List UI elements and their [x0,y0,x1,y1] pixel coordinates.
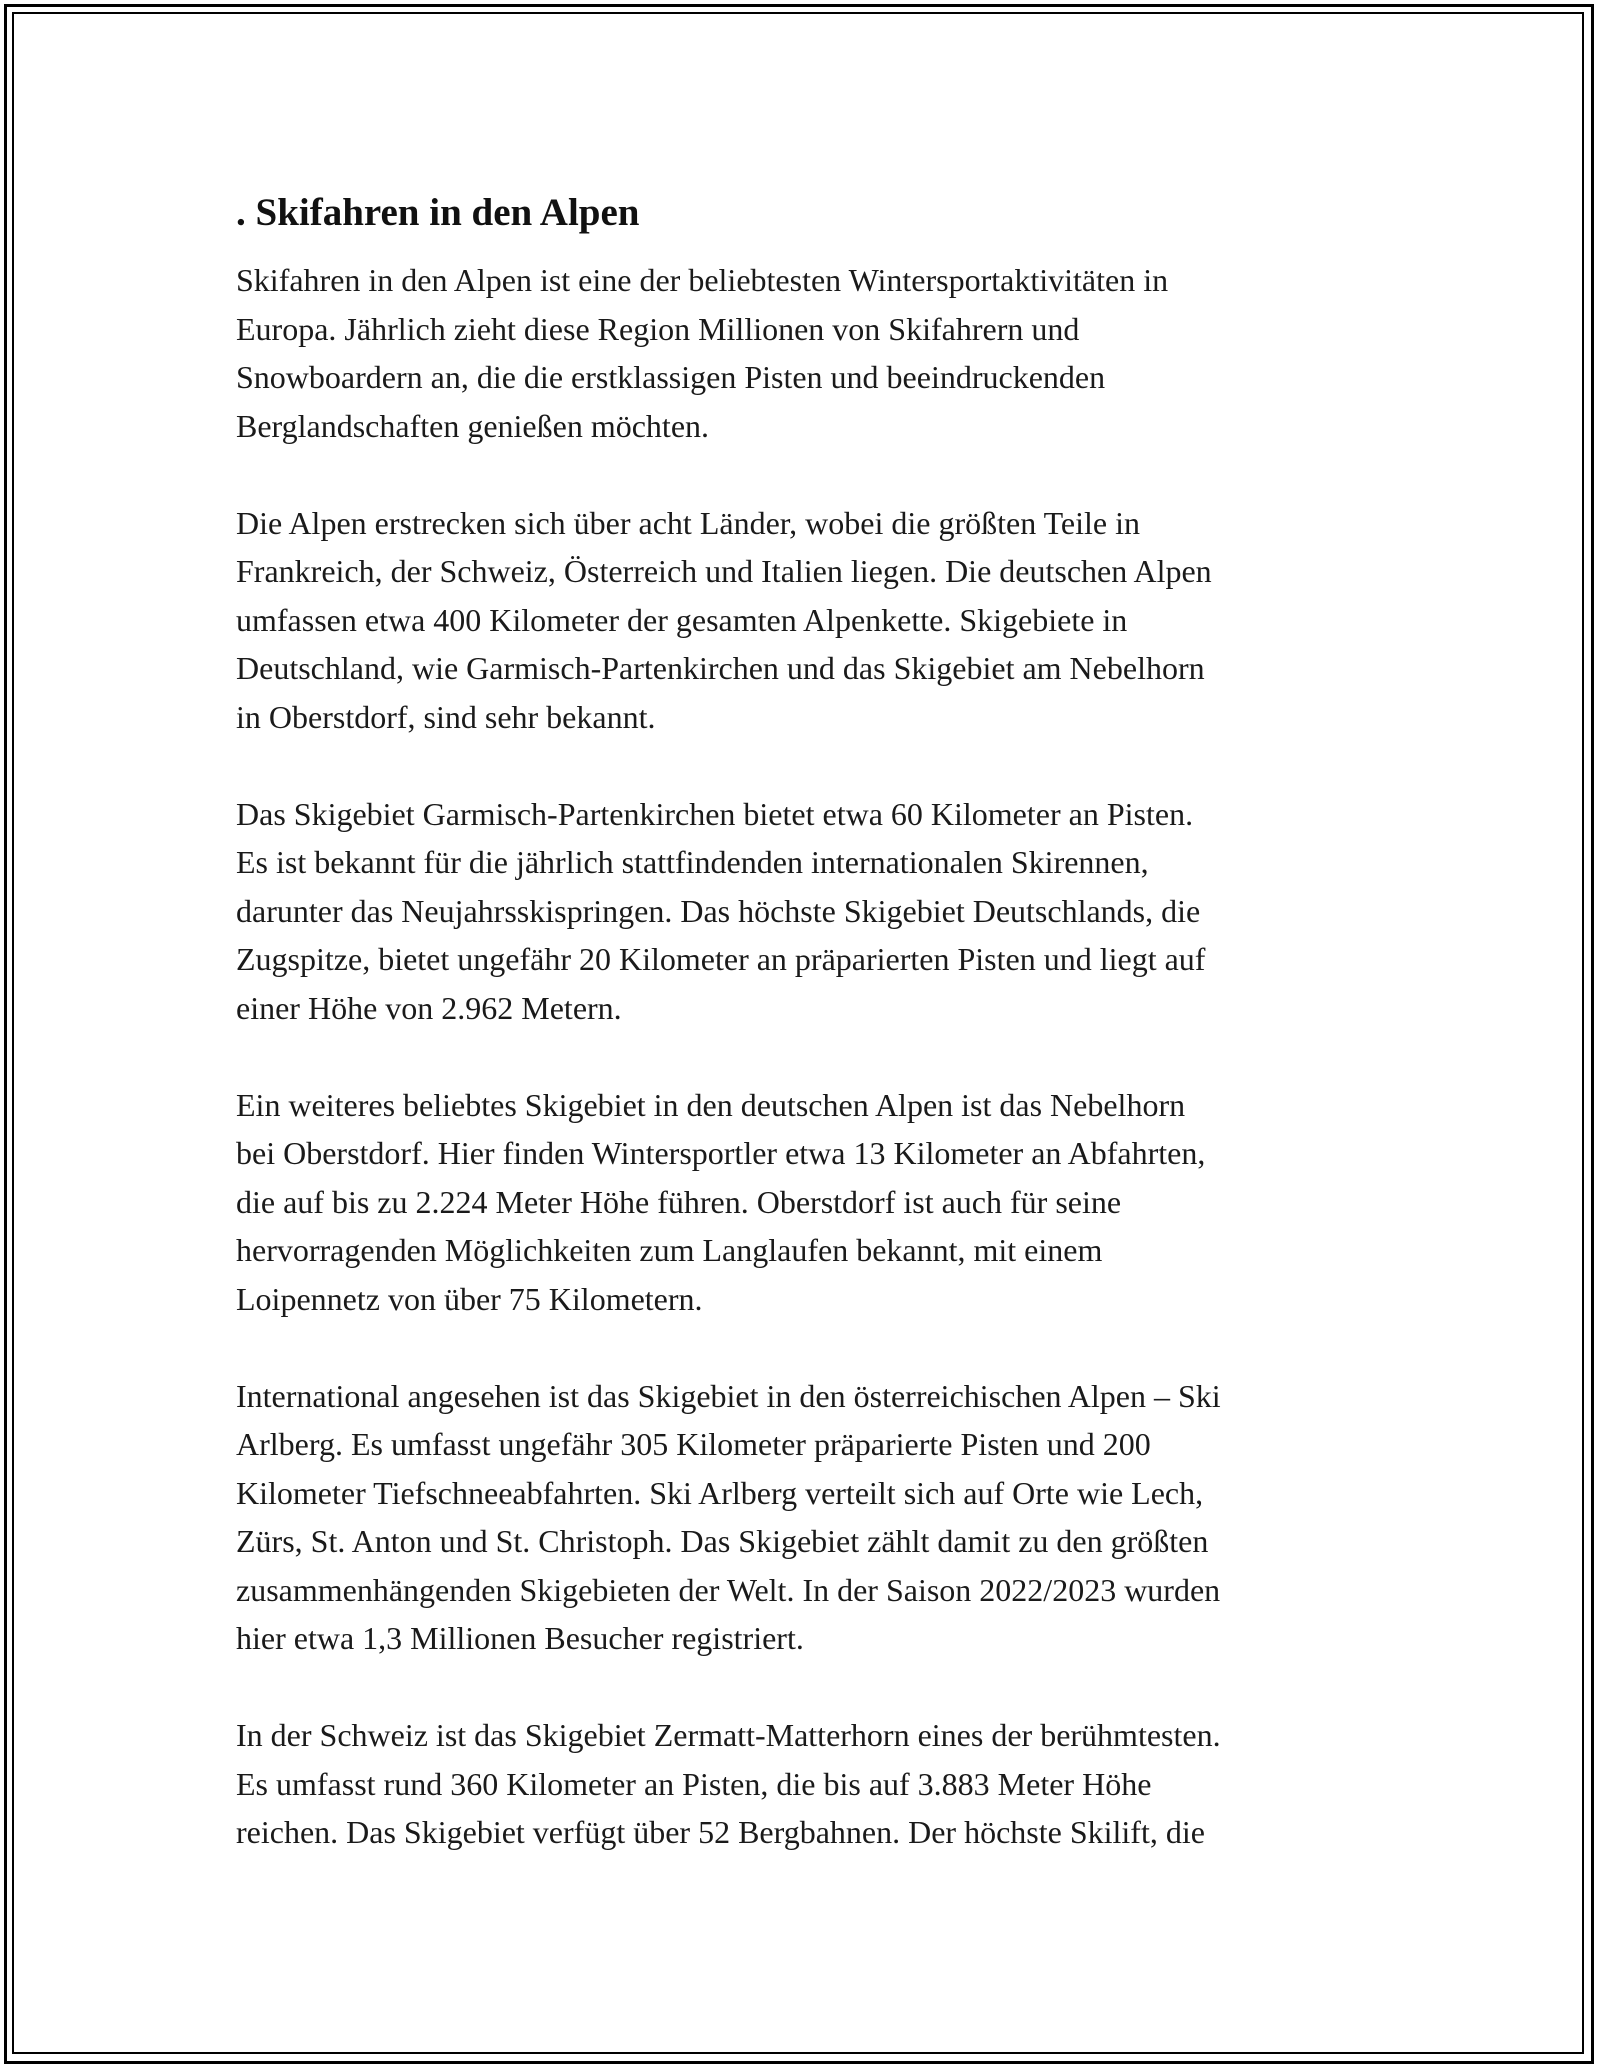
text-line: hervorragenden Möglichkeiten zum Langlaufen bekannt, mit einem [236,1232,1103,1268]
text-line: Deutschland, wie Garmisch-Partenkirchen und das Skigebiet am Nebelhorn [236,650,1205,686]
text-line: Das Skigebiet Garmisch-Partenkirchen bietet etwa 60 Kilometer an Pisten. [236,795,1194,832]
text-line: in Oberstdorf, sind sehr bekannt. [236,698,656,735]
text-line: Zürs, St. Anton und St. Christoph. Das Skigebiet zählt damit zu den größten [236,1523,1209,1559]
text-line: einer Höhe von 2.962 Metern. [236,989,622,1026]
text-line: Loipennetz von über 75 Kilometern. [236,1280,703,1317]
text-line: Ein weiteres beliebtes Skigebiet in den deutschen Alpen ist das Nebelhorn [236,1086,1186,1123]
text-line: Europa. Jährlich zieht diese Region Millionen von Skifahrern und [236,310,1080,347]
text-line: die auf bis zu 2.224 Meter Höhe führen. Oberstdorf ist auch für seine [236,1183,1122,1220]
text-line: umfassen etwa 400 Kilometer der gesamten Alpenkette. Skigebiete in [236,601,1128,638]
text-line: Frankreich, der Schweiz, Österreich und Italien liegen. Die deutschen Alpen [236,553,1212,589]
text-line: Zugspitze, bietet ungefähr 20 Kilometer an präparierten Pisten und liegt auf [236,941,1206,977]
text-line: Kilometer Tiefschneeabfahrten. Ski Arlberg verteilt sich auf Orte wie Lech, [236,1474,1204,1511]
text-line: In der Schweiz ist das Skigebiet Zermatt-Matterhorn eines der berühmtesten. [236,1717,1221,1753]
paragraph-5 [236,1372,1386,1663]
paragraph-6 [236,1711,1386,1857]
text-line: International angesehen ist das Skigebiet in den österreichischen Alpen – Ski [236,1377,1221,1414]
document-title: . Skifahren in den Alpen [236,191,640,234]
paragraph-3 [236,790,1386,1033]
text-line: Berglandschaften genießen möchten. [236,407,710,444]
paragraph-1 [236,256,1386,450]
paragraph-4 [236,1081,1386,1324]
text-line: darunter das Neujahrsskispringen. Das höchste Skigebiet Deutschlands, die [236,892,1201,929]
text-line: hier etwa 1,3 Millionen Besucher registriert. [236,1620,804,1656]
text-line: bei Oberstdorf. Hier finden Wintersportler etwa 13 Kilometer an Abfahrten, [236,1135,1206,1171]
text-line: Snowboardern an, die die erstklassigen Pisten und beeindruckenden [236,359,1106,395]
paragraph-2 [236,499,1386,742]
text-line: Es ist bekannt für die jährlich stattfindenden internationalen Skirennen, [236,844,1149,880]
text-line: zusammenhängenden Skigebieten der Welt. In der Saison 2022/2023 wurden [236,1571,1221,1608]
text-line: Skifahren in den Alpen ist eine der beliebtesten Wintersportaktivitäten in [236,262,1169,298]
document-body [236,186,1386,1905]
text-line: Die Alpen erstrecken sich über acht Länder, wobei die größten Teile in [236,504,1140,541]
text-line: Es umfasst rund 360 Kilometer an Pisten, die bis auf 3.883 Meter Höhe [236,1765,1152,1802]
text-line: Arlberg. Es umfasst ungefähr 305 Kilometer präparierte Pisten und 200 [236,1426,1151,1462]
text-line: reichen. Das Skigebiet verfügt über 52 Bergbahnen. Der höchste Skilift, die [236,1814,1205,1850]
